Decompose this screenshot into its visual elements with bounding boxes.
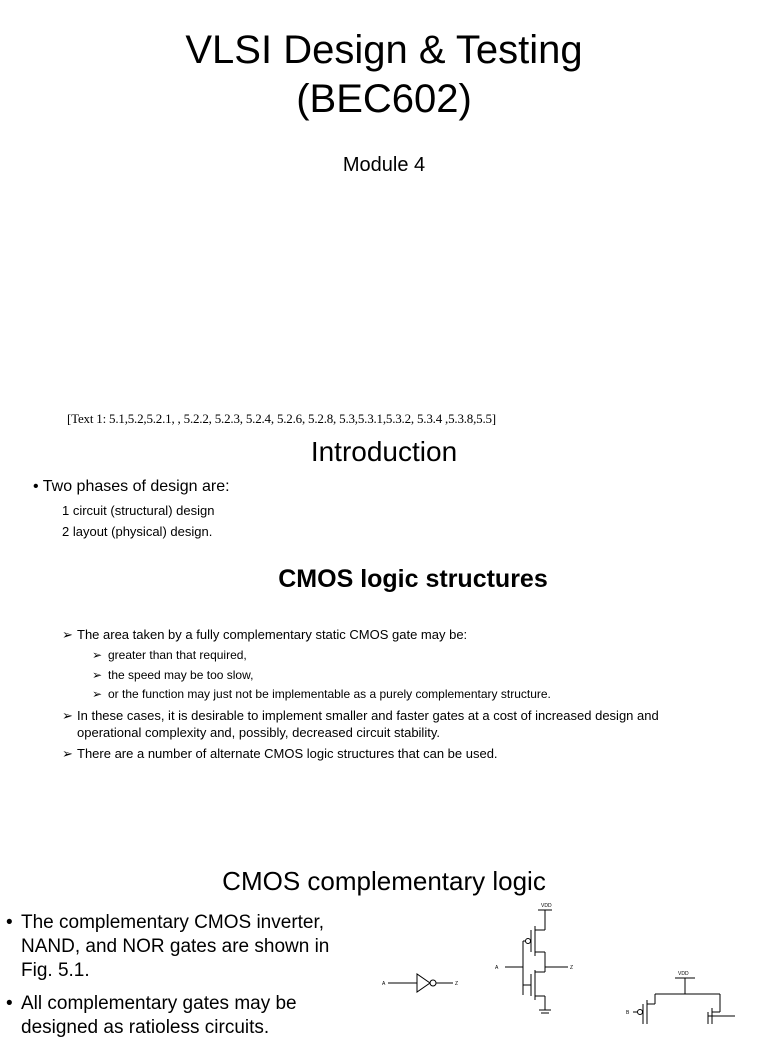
bullet-dot: • [6,912,13,933]
intro-item-1: 1 circuit (structural) design [62,503,215,518]
vdd-label: VDD [541,903,552,909]
intro-bullet [33,478,230,496]
nand-input-label: B [626,1010,630,1016]
title-line-1: VLSI Design & Testing [185,28,583,72]
nand-schematic-partial [633,978,735,1024]
cmos-sub-3-text: or the function may just not be implementable as a purely complementary structure. [108,687,551,701]
title-line-2: (BEC602) [296,77,472,121]
arrow-bullet-icon: ➢ [92,687,103,701]
inverter-symbol [388,974,453,992]
cmos-point-2 [62,708,659,724]
cmos-sub-1-text: greater than that required, [108,648,247,662]
comp-bullet-1 [6,911,351,983]
cmos-logic-heading: CMOS logic structures [278,565,548,593]
cmos-point-1-text: The area taken by a fully complementary static CMOS gate may be: [77,627,468,642]
arrow-bullet-icon: ➢ [92,648,103,662]
complementary-heading: CMOS complementary logic [222,866,546,896]
cmos-point-1 [62,627,467,643]
schematic-input-label: A [495,965,499,971]
cmos-sub-2-text: the speed may be too slow, [108,668,254,682]
comp-bullet-2 [6,992,351,1040]
arrow-bullet-icon: ➢ [92,668,103,682]
comp-bullet-1-text: The complementary CMOS inverter, NAND, and NOR gates are shown in Fig. 5.1. [21,912,330,981]
arrow-bullet-icon: ➢ [62,708,73,723]
text-references: [Text 1: 5.1,5.2,5.2.1, , 5.2.2, 5.2.3, 5.2.4, 5.2.6, 5.2.8, 5.3,5.3.1,5.3.2, 5.3.4 ,5.3.8,5.5] [67,411,496,426]
cmos-inverter-schematic [505,910,568,1013]
cmos-point-3 [62,746,498,762]
module-label: Module 4 [342,154,426,176]
cmos-sub-2 [92,668,253,682]
arrow-bullet-icon: ➢ [62,746,73,761]
cmos-point-2-cont: operational complexity and, possibly, decreased circuit stability. [77,725,440,740]
comp-bullet-2-text: All complementary gates may be designed as ratioless circuits. [21,993,297,1038]
bullet-dot: • [33,478,39,495]
arrow-bullet-icon: ➢ [62,627,73,642]
cmos-point-2-text: In these cases, it is desirable to implement smaller and faster gates at a cost of increased design and [77,708,659,723]
cmos-gates-figure [375,900,768,1024]
schematic-output-label: Z [570,965,574,971]
vdd-label-2: VDD [678,971,689,977]
cmos-sub-3 [92,687,551,701]
bullet-dot: • [6,993,13,1014]
intro-item-2: 2 layout (physical) design. [62,524,213,539]
introduction-heading: Introduction [310,436,458,467]
cmos-point-3-text: There are a number of alternate CMOS logic structures that can be used. [77,746,498,761]
inverter-input-label: A [382,981,386,987]
cmos-sub-1 [92,648,247,662]
intro-bullet-text: Two phases of design are: [42,478,230,495]
inverter-output-label: Z [455,981,459,987]
